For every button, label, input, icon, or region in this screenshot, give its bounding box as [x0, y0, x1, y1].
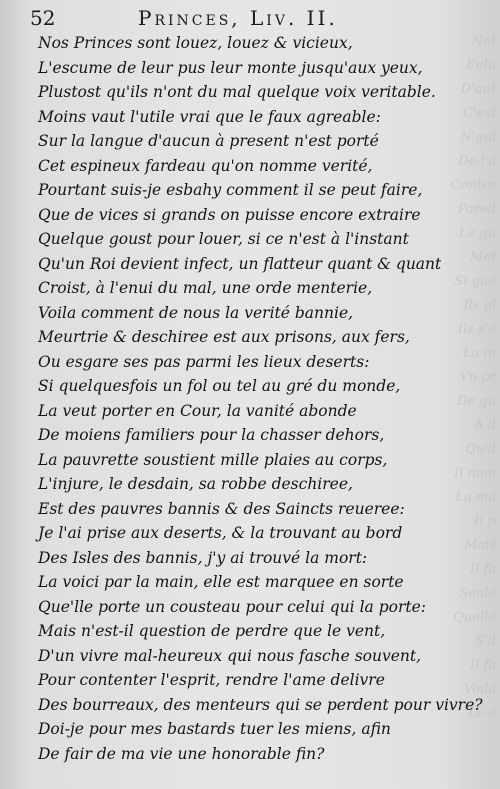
- verse-line: Pourtant suis-je esbahy comment il se peut faire,: [38, 181, 423, 199]
- verse-line: De moiens familiers pour la chasser dehors,: [38, 426, 385, 444]
- verse-line: Cet espineux fardeau qu'on nomme verité,: [38, 156, 373, 175]
- verse-line: Moins vaut l'utile vrai que le faux agreable:: [38, 107, 381, 126]
- verse-line: Que'lle porte un cousteau pour celui qui la porte:: [38, 597, 426, 616]
- page-number: 52: [30, 6, 56, 30]
- verse-line: La voici par la main, elle est marquee en sorte: [38, 573, 404, 591]
- verse-line: Pour contenter l'esprit, rendre l'ame delivre: [38, 671, 385, 689]
- verse-line: Des Isles des bannis, j'y ai trouvé la mort:: [38, 548, 368, 567]
- verse-line: Est des pauvres bannis & des Saincts reueree:: [38, 499, 405, 518]
- verse-line: Ou esgare ses pas parmi les lieux deserts:: [38, 352, 370, 371]
- verse-line: La veut porter en Cour, la vanité abonde: [38, 401, 357, 420]
- verse-line: Croist, à l'enui du mal, une orde menterie,: [38, 279, 373, 297]
- verse-line: Qu'un Roi devient infect, un flatteur quant & quant: [38, 254, 442, 273]
- verse-line: Mais n'est-il question de perdre que le vent,: [38, 622, 386, 640]
- verse-line: La pauvrette soustient mille plaies au corps,: [38, 450, 388, 469]
- running-head: [30, 6, 470, 30]
- verse-line: Que de vices si grands on puisse encore extraire: [38, 205, 421, 224]
- verse-line: Doi-je pour mes bastards tuer les miens, afin: [38, 720, 391, 738]
- running-title: Princes, Liv. II.: [138, 6, 338, 30]
- verse-line: Je l'ai prise aux deserts, & la trouvant au bord: [38, 524, 403, 542]
- verse-line: Meurtrie & deschiree est aux prisons, aux fers,: [38, 328, 410, 346]
- verse-line: Sur la langue d'aucun à present n'est porté: [38, 132, 379, 150]
- verse-line: Nos Princes sont louez, louez & vicieux,: [38, 34, 353, 52]
- verse-line: L'escume de leur pus leur monte jusqu'aux yeux,: [38, 58, 423, 77]
- verse-line: De fair de ma vie une honorable fin?: [38, 744, 325, 763]
- verse-line: Si quelquesfois un fol ou tel au gré du monde,: [38, 377, 401, 395]
- verse-line: Voila comment de nous la verité bannie,: [38, 303, 354, 322]
- verse-line: D'un vivre mal-heureux qui nous fasche souvent,: [38, 646, 422, 665]
- verse-line: Des bourreaux, des menteurs qui se perdent pour vivre?: [38, 695, 483, 714]
- show-through-text: Nat Eelu D'aut C'est N'qui De l'a Contre Pareil Le gu Met Si que Ils gl Ils s'o La in Vn pr De qu A il Qu'il Il nom La ma Il p Mais Il fa Seule Quelle S'il Il fa Voila Le c: [450, 34, 496, 721]
- verse-line: L'injure, le desdain, sa robbe deschiree,: [38, 475, 353, 493]
- verse-line: Plustost qu'ils n'ont du mal quelque voix veritable.: [38, 83, 436, 101]
- verse-line: Quelque goust pour louer, si ce n'est à l'instant: [38, 230, 409, 248]
